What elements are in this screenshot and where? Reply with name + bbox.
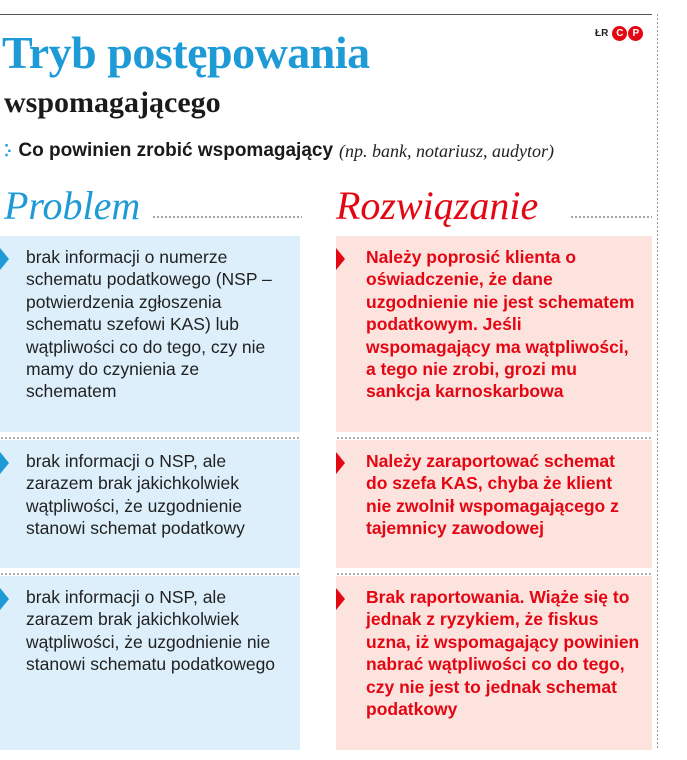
arrow-marker-icon bbox=[0, 452, 9, 474]
question-text: Co powinien zrobić wspomagający bbox=[18, 140, 334, 161]
publisher-logo bbox=[612, 26, 643, 41]
solution-card bbox=[336, 576, 652, 750]
solution-text: Brak raportowania. Wiąże się to jednak z ryzykiem, że fiskus uzna, iż wspomagający powinien nabrać wątpliwości co do tego, czy nie jest to jednak schemat podatkowy bbox=[366, 587, 640, 719]
problem-text: brak informacji o NSP, ale zarazem brak jakichkolwiek wątpliwości, że uzgodnienie nie stanowi schematu podatkowego bbox=[26, 587, 276, 675]
arrow-marker-icon bbox=[336, 248, 345, 270]
logo-letter-c: C bbox=[612, 26, 627, 41]
card-dotted-rule bbox=[0, 437, 300, 439]
question-note: (np. bank, notariusz, audytor) bbox=[339, 140, 555, 161]
arrow-marker-icon bbox=[336, 452, 345, 474]
question-line bbox=[4, 140, 554, 162]
page-title: Tryb postępowania bbox=[2, 27, 370, 78]
column-heading-problem: Problem bbox=[4, 183, 141, 228]
problem-text: brak informacji o numerze schematu podatkowego (NSP – potwierdzenia zgłoszenia schematu szefowi KAS) lub wątpliwości co do tego, czy nie mamy do czynienia ze schematem bbox=[26, 247, 272, 402]
column-heading-solution: Rozwiązanie bbox=[336, 183, 539, 228]
card-dotted-rule bbox=[336, 573, 652, 575]
card-dotted-rule bbox=[0, 573, 300, 575]
solution-text: Należy zaraportować schemat do szefa KAS, chyba że klient nie zwolnił wspomagającego z tajemnicy zawodowej bbox=[366, 451, 619, 539]
problem-card bbox=[0, 576, 300, 750]
problem-card bbox=[0, 236, 300, 432]
heading-dotted-rule bbox=[152, 216, 302, 218]
right-dotted-rule bbox=[657, 14, 658, 750]
solution-text: Należy poprosić klienta o oświadczenie, że dane uzgodnienie nie jest schematem podatkowym. Jeśli wspomagający ma wątpliwości, a tego nie zrobi, grozi mu sankcja karnoskarbowa bbox=[366, 247, 635, 402]
credit bbox=[595, 26, 643, 41]
solution-card bbox=[336, 236, 652, 432]
author-initials: ŁR bbox=[595, 28, 609, 39]
arrow-marker-icon bbox=[336, 588, 345, 610]
dots-marker-icon: ⁚· bbox=[4, 143, 11, 160]
solution-card bbox=[336, 440, 652, 568]
arrow-marker-icon bbox=[0, 248, 9, 270]
logo-letter-p: P bbox=[628, 26, 643, 41]
top-rule bbox=[0, 14, 652, 15]
problem-card bbox=[0, 440, 300, 568]
heading-dotted-rule bbox=[570, 216, 652, 218]
page-subtitle: wspomagającego bbox=[4, 86, 221, 119]
card-dotted-rule bbox=[336, 437, 652, 439]
arrow-marker-icon bbox=[0, 588, 9, 610]
problem-text: brak informacji o NSP, ale zarazem brak jakichkolwiek wątpliwości, że uzgodnienie stanowi schemat podatkowy bbox=[26, 451, 245, 539]
